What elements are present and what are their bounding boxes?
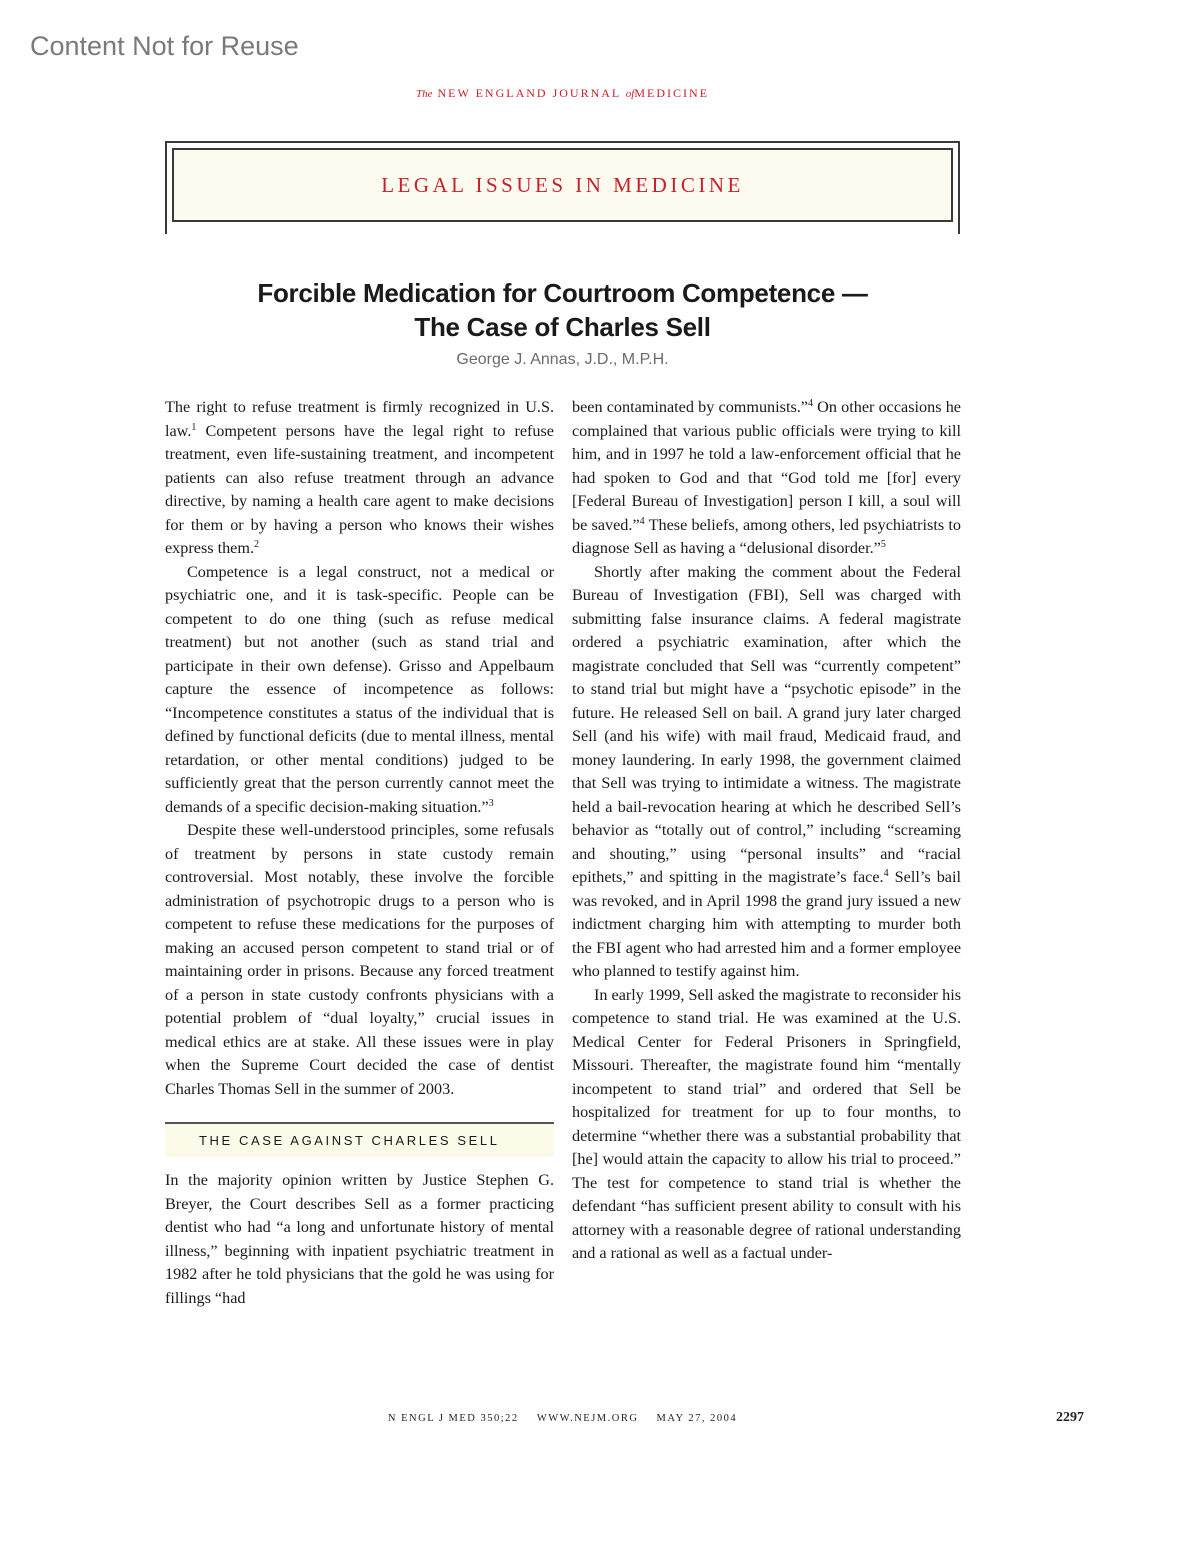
article-author: George J. Annas, J.D., M.P.H.	[456, 351, 669, 368]
section-subheading: THE CASE AGAINST CHARLES SELL	[165, 1122, 554, 1157]
reference-marker: 4	[883, 868, 889, 879]
reference-marker: 4	[807, 398, 813, 409]
reference-marker: 2	[254, 539, 260, 550]
journal-the: The	[415, 88, 433, 100]
journal-header	[0, 86, 1125, 101]
journal-name-part1: NEW ENGLAND JOURNAL	[437, 86, 621, 100]
journal-of: of	[625, 88, 635, 100]
paragraph: been contaminated by communists.”$^4$ On other occasions he complained that various public officials were trying to kill him, and in 1997 he told a law-enforcement official that he had spoken to God and that “God told me [for] every [Federal Bureau of Investigation] person I kill, a soul will be saved.”$^4$ These beliefs, among others, led psychiatrists to diagnose Sell as having a “delusional disorder.”$^5$	[572, 398, 962, 557]
journal-name-part2: MEDICINE	[634, 86, 710, 100]
article-title	[165, 276, 960, 344]
paragraph: In the majority opinion written by Justice Stephen G. Breyer, the Court describes Sell as a former practicing dentist who had “a long and unfortunate history of mental illness,” beginning with inpatient psychiatric treatment in 1982 after he told physicians that the gold he was using for fillings “had	[165, 1171, 554, 1307]
paragraph: In early 1999, Sell asked the magistrate to reconsider his competence to stand trial. He was examined at the U.S. Medical Center for Federal Prisoners in Springfield, Missouri. Thereafter, the magistrate found him “mentally incompetent to stand trial” and ordered that Sell be hospitalized for treatment for up to four months, to determine “whether there was a substantial probability that [he] would attain the capacity to allow his trial to proceed.” The test for competence to stand trial is whether the defendant “has sufficient present ability to consult with his attorney with a reasonable degree of rational understanding and a rational as well as a factual under-	[572, 985, 961, 1262]
paragraph: The right to refuse treatment is firmly recognized in U.S. law.$^1$ Competent persons have the legal right to refuse treatment, even life-sustaining treatment, and incompetent patients can also refuse treatment through an advance directive, by naming a health care agent to make decisions for them or by having a person who knows their wishes express them.$^2$	[165, 398, 554, 557]
right-column	[572, 396, 961, 1266]
left-column	[165, 396, 554, 1310]
footer-citation: N ENGL J MED 350;22	[387, 1413, 519, 1424]
reference-marker: 1	[191, 421, 197, 433]
reference-marker: 3	[488, 797, 494, 809]
paragraph: Despite these well-understood principles, some refusals of treatment by persons in state custody remain controversial. Most notably, these involve the forcible administration of psychotropic drugs to a person who is competent to refuse these medications for the purposes of making an accused person competent to stand trial or of maintaining order in prisons. Because any forced treatment of a person in state custody confronts physicians with a potential problem of “dual loyalty,” crucial issues in medical ethics are at stake. All these issues were in play when the Supreme Court decided the case of dentist Charles Thomas Sell in the summer of 2003.	[165, 821, 554, 1098]
page-footer	[0, 1413, 1125, 1424]
article-title-line1: Forcible Medication for Courtroom Competence —	[257, 278, 868, 308]
section-banner	[172, 148, 953, 222]
paragraph: Competence is a legal construct, not a medical or psychiatric one, and it is task-specific. People can be competent to do one thing (such as refuse medical treatment) but not another (such as stand trial and participate in their own defense). Grisso and Appelbaum capture the essence of incompetence as follows: “Incompetence constitutes a status of the individual that is defined by functional deficits (due to mental illness, mental retardation, or other mental conditions) judged to be sufficiently great that the person currently cannot meet the demands of a specific decision-making situation.”$^3$	[165, 562, 554, 816]
article-title-line2: The Case of Charles Sell	[414, 312, 711, 342]
reference-marker: 4	[639, 515, 645, 527]
watermark: Content Not for Reuse	[30, 31, 299, 61]
reference-marker: 5	[880, 539, 886, 550]
page-number: 2297	[1056, 1410, 1084, 1425]
section-title: LEGAL ISSUES IN MEDICINE	[381, 172, 744, 197]
paragraph: Shortly after making the comment about the Federal Bureau of Investigation (FBI), Sell was charged with submitting false insurance claims. A federal magistrate ordered a psychiatric examination, after which the magistrate concluded that Sell was “currently competent” to stand trial but might have a “psychotic episode” in the future. He released Sell on bail. A grand jury later charged Sell (and his wife) with mail fraud, Medicaid fraud, and money laundering. In early 1998, the government claimed that Sell was trying to intimidate a witness. The magistrate held a bail-revocation hearing at which he described Sell’s behavior as “totally out of control,” including “screaming and shouting,” using “personal insults” and “racial epithets,” and spitting in the magistrate’s face.$^4$ Sell’s bail was revoked, and in April 1998 the grand jury issued a new indictment charging him with attempting to murder both the FBI agent who had arrested him and a former employee who planned to testify against him.	[572, 562, 961, 980]
footer-date: MAY 27, 2004	[656, 1413, 738, 1424]
footer-url: WWW.NEJM.ORG	[536, 1413, 639, 1424]
